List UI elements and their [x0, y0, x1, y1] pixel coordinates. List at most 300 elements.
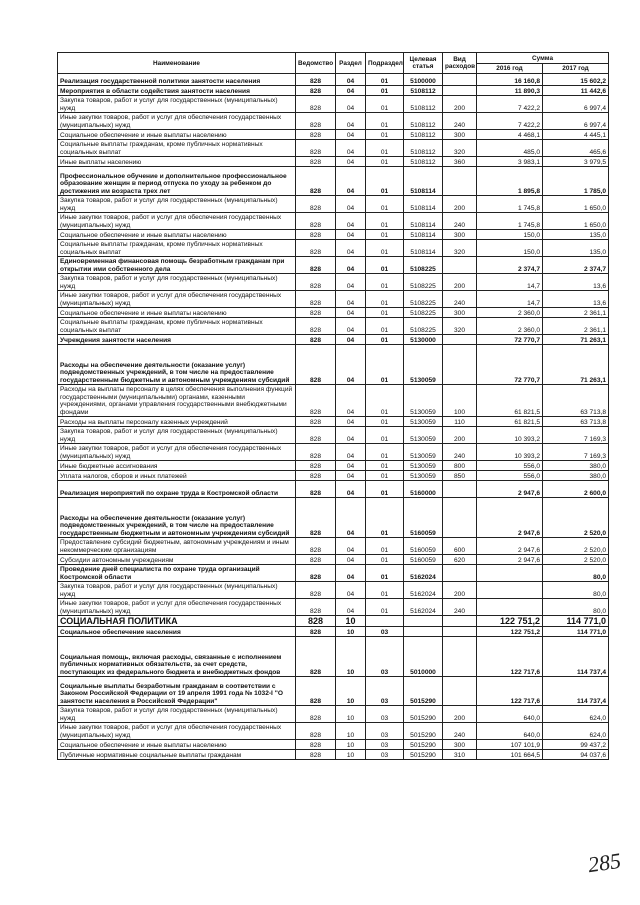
cell-sum-2017: 1 785,0 [543, 167, 609, 196]
cell-subsection: 01 [366, 385, 404, 417]
cell-subsection: 01 [366, 565, 404, 582]
cell-type [443, 616, 477, 627]
table-row [58, 417, 609, 427]
cell-dept: 828 [296, 385, 336, 417]
cell-dept: 828 [296, 481, 336, 498]
table-row [58, 74, 609, 86]
cell-name: Социальное обеспечение и иные выплаты населению [58, 740, 296, 750]
cell-type: 240 [443, 213, 477, 230]
cell-sum-2016: 10 393,2 [477, 444, 543, 461]
cell-name: Социальное обеспечение населения [58, 627, 296, 637]
cell-type: 320 [443, 240, 477, 257]
cell-type: 600 [443, 538, 477, 555]
cell-sum-2016: 107 101,9 [477, 740, 543, 750]
table-row [58, 740, 609, 750]
cell-article: 5108112 [404, 96, 443, 113]
cell-article [404, 627, 443, 637]
cell-name: Реализация государственной политики занятости населения [58, 74, 296, 86]
cell-type: 300 [443, 230, 477, 240]
cell-type [443, 637, 477, 677]
cell-sum-2016: 2 374,7 [477, 257, 543, 274]
cell-dept: 828 [296, 637, 336, 677]
cell-section: 04 [336, 167, 366, 196]
cell-section: 10 [336, 677, 366, 706]
cell-dept: 828 [296, 471, 336, 481]
cell-sum-2017: 465,6 [543, 140, 609, 157]
cell-subsection [366, 616, 404, 627]
cell-subsection: 01 [366, 167, 404, 196]
cell-sum-2016: 2 360,0 [477, 308, 543, 318]
cell-subsection: 01 [366, 538, 404, 555]
table-body [58, 74, 609, 760]
header-name: Наименование [58, 53, 296, 74]
cell-article [404, 616, 443, 627]
cell-type [443, 498, 477, 538]
cell-name: Иные выплаты населению [58, 157, 296, 167]
cell-sum-2017: 2 520,0 [543, 538, 609, 555]
cell-sum-2017: 80,0 [543, 582, 609, 599]
cell-dept: 828 [296, 157, 336, 167]
cell-sum-2016: 7 422,2 [477, 113, 543, 130]
cell-subsection: 01 [366, 427, 404, 444]
cell-sum-2016: 122 751,2 [477, 616, 543, 627]
cell-type: 360 [443, 157, 477, 167]
cell-dept: 828 [296, 444, 336, 461]
cell-sum-2016: 72 770,7 [477, 335, 543, 345]
cell-subsection: 01 [366, 345, 404, 385]
cell-subsection: 01 [366, 555, 404, 565]
cell-subsection: 01 [366, 130, 404, 140]
cell-name: Расходы на обеспечение деятельности (оказание услуг) подведомственных учреждений, в том числе на предоставление государственным бюджетным и автономным учреждениям субсидий [58, 498, 296, 538]
budget-table [57, 52, 609, 760]
cell-dept: 828 [296, 113, 336, 130]
table-row [58, 196, 609, 213]
cell-sum-2016: 485,0 [477, 140, 543, 157]
table-row [58, 627, 609, 637]
table-row [58, 230, 609, 240]
table-row [58, 113, 609, 130]
cell-type: 300 [443, 740, 477, 750]
cell-dept: 828 [296, 555, 336, 565]
table-row [58, 750, 609, 760]
cell-name: Иные закупки товаров, работ и услуг для обеспечения государственных (муниципальных) нужд [58, 599, 296, 616]
cell-dept: 828 [296, 335, 336, 345]
cell-dept: 828 [296, 240, 336, 257]
table-row [58, 555, 609, 565]
cell-dept: 828 [296, 140, 336, 157]
cell-article: 5108114 [404, 213, 443, 230]
cell-article: 5100000 [404, 74, 443, 86]
table-row [58, 723, 609, 740]
cell-sum-2016: 2 947,6 [477, 498, 543, 538]
cell-dept: 828 [296, 582, 336, 599]
cell-sum-2017: 15 602,2 [543, 74, 609, 86]
cell-sum-2017: 13,6 [543, 274, 609, 291]
cell-name: Социальные выплаты гражданам, кроме публичных нормативных социальных выплат [58, 240, 296, 257]
cell-name: Проведение дней специалиста по охране труда организаций Костромской области [58, 565, 296, 582]
cell-sum-2017: 7 169,3 [543, 444, 609, 461]
cell-article: 5108112 [404, 140, 443, 157]
cell-sum-2017: 114 737,4 [543, 677, 609, 706]
cell-sum-2016: 14,7 [477, 291, 543, 308]
cell-name: Профессиональное обучение и дополнительное профессиональное образование женщин в период отпуска по уходу за ребенком до достижения им возраста трех лет [58, 167, 296, 196]
cell-dept: 828 [296, 318, 336, 335]
cell-sum-2017: 114 737,4 [543, 637, 609, 677]
cell-name: Закупка товаров, работ и услуг для государственных (муниципальных) нужд [58, 96, 296, 113]
cell-subsection: 01 [366, 113, 404, 130]
table-row [58, 616, 609, 627]
table-row [58, 318, 609, 335]
cell-dept: 828 [296, 740, 336, 750]
cell-section: 04 [336, 417, 366, 427]
cell-dept: 828 [296, 130, 336, 140]
cell-section: 10 [336, 616, 366, 627]
cell-dept: 828 [296, 538, 336, 555]
cell-name: Расходы на выплаты персоналу казенных учреждений [58, 417, 296, 427]
table-row [58, 444, 609, 461]
cell-article: 5160059 [404, 555, 443, 565]
cell-sum-2017: 80,0 [543, 565, 609, 582]
cell-article: 5130000 [404, 335, 443, 345]
cell-subsection: 03 [366, 706, 404, 723]
cell-section: 04 [336, 96, 366, 113]
table-header [58, 53, 609, 74]
cell-name: Социальное обеспечение и иные выплаты населению [58, 308, 296, 318]
cell-type [443, 627, 477, 637]
cell-dept: 828 [296, 196, 336, 213]
cell-sum-2017: 4 445,1 [543, 130, 609, 140]
cell-name: Социальное обеспечение и иные выплаты населению [58, 230, 296, 240]
cell-sum-2016 [477, 565, 543, 582]
cell-name: Публичные нормативные социальные выплаты гражданам [58, 750, 296, 760]
cell-article: 5160000 [404, 481, 443, 498]
handwritten-page-number: 285 [586, 847, 623, 878]
cell-dept: 828 [296, 565, 336, 582]
cell-section: 04 [336, 308, 366, 318]
cell-article: 5130059 [404, 427, 443, 444]
cell-type [443, 74, 477, 86]
cell-sum-2016 [477, 599, 543, 616]
cell-name: Мероприятия в области содействия занятости населения [58, 86, 296, 96]
cell-sum-2017: 624,0 [543, 706, 609, 723]
cell-type: 320 [443, 140, 477, 157]
cell-subsection: 01 [366, 498, 404, 538]
cell-section: 10 [336, 706, 366, 723]
cell-name: Иные бюджетные ассигнования [58, 461, 296, 471]
cell-section: 04 [336, 86, 366, 96]
cell-sum-2016: 72 770,7 [477, 345, 543, 385]
cell-sum-2017: 80,0 [543, 599, 609, 616]
cell-name: Закупка товаров, работ и услуг для государственных (муниципальных) нужд [58, 582, 296, 599]
cell-name: Иные закупки товаров, работ и услуг для обеспечения государственных (муниципальных) нужд [58, 723, 296, 740]
cell-section: 04 [336, 291, 366, 308]
cell-section: 04 [336, 444, 366, 461]
cell-subsection: 01 [366, 308, 404, 318]
cell-sum-2017: 2 520,0 [543, 555, 609, 565]
cell-subsection: 01 [366, 318, 404, 335]
cell-section: 10 [336, 750, 366, 760]
cell-name: Социальные выплаты гражданам, кроме публичных нормативных социальных выплат [58, 318, 296, 335]
table-row [58, 385, 609, 417]
cell-dept: 828 [296, 291, 336, 308]
cell-sum-2017: 11 442,6 [543, 86, 609, 96]
cell-dept: 828 [296, 461, 336, 471]
cell-subsection: 01 [366, 335, 404, 345]
cell-sum-2016: 122 717,6 [477, 637, 543, 677]
cell-section: 04 [336, 240, 366, 257]
table-row [58, 240, 609, 257]
cell-type: 200 [443, 427, 477, 444]
cell-name: Закупка товаров, работ и услуг для государственных (муниципальных) нужд [58, 196, 296, 213]
cell-type [443, 481, 477, 498]
cell-type [443, 335, 477, 345]
cell-sum-2016: 1 745,8 [477, 213, 543, 230]
cell-subsection: 03 [366, 723, 404, 740]
cell-type [443, 167, 477, 196]
header-sum: Сумма [477, 53, 609, 64]
table-row [58, 167, 609, 196]
cell-sum-2017: 2 374,7 [543, 257, 609, 274]
cell-sum-2016: 10 393,2 [477, 427, 543, 444]
cell-type: 300 [443, 130, 477, 140]
cell-section: 10 [336, 637, 366, 677]
cell-article: 5108225 [404, 318, 443, 335]
cell-article: 5130059 [404, 345, 443, 385]
cell-name: Социальное обеспечение и иные выплаты населению [58, 130, 296, 140]
table-row [58, 345, 609, 385]
cell-sum-2017: 71 263,1 [543, 335, 609, 345]
cell-dept: 828 [296, 213, 336, 230]
cell-section: 04 [336, 130, 366, 140]
cell-type: 240 [443, 723, 477, 740]
cell-name: Учреждения занятости населения [58, 335, 296, 345]
cell-section: 04 [336, 230, 366, 240]
cell-dept: 828 [296, 616, 336, 627]
cell-name: Расходы на обеспечение деятельности (оказание услуг) подведомственных учреждений, в том числе на предоставление государственным бюджетным и автономным учреждениям субсидий [58, 345, 296, 385]
table-row [58, 498, 609, 538]
cell-section: 04 [336, 481, 366, 498]
cell-name: Уплата налогов, сборов и иных платежей [58, 471, 296, 481]
cell-dept: 828 [296, 74, 336, 86]
table-row [58, 637, 609, 677]
cell-dept: 828 [296, 230, 336, 240]
cell-dept: 828 [296, 599, 336, 616]
cell-sum-2017: 6 997,4 [543, 113, 609, 130]
cell-article: 5108225 [404, 308, 443, 318]
cell-subsection: 01 [366, 481, 404, 498]
cell-dept: 828 [296, 723, 336, 740]
cell-article: 5015290 [404, 723, 443, 740]
cell-article: 5015290 [404, 706, 443, 723]
cell-sum-2017: 71 263,1 [543, 345, 609, 385]
table-row [58, 157, 609, 167]
cell-sum-2017: 13,6 [543, 291, 609, 308]
cell-sum-2016: 150,0 [477, 240, 543, 257]
cell-section: 04 [336, 582, 366, 599]
cell-sum-2016: 16 160,8 [477, 74, 543, 86]
cell-sum-2016: 122 751,2 [477, 627, 543, 637]
table-row [58, 96, 609, 113]
table-row [58, 140, 609, 157]
cell-section: 04 [336, 74, 366, 86]
cell-dept: 828 [296, 345, 336, 385]
cell-dept: 828 [296, 308, 336, 318]
table-row [58, 130, 609, 140]
cell-article: 5015290 [404, 750, 443, 760]
cell-name: Социальные выплаты гражданам, кроме публичных нормативных социальных выплат [58, 140, 296, 157]
cell-subsection: 01 [366, 240, 404, 257]
cell-sum-2016: 640,0 [477, 706, 543, 723]
cell-article: 5010000 [404, 637, 443, 677]
cell-sum-2016: 640,0 [477, 723, 543, 740]
cell-sum-2017: 380,0 [543, 461, 609, 471]
cell-subsection: 01 [366, 599, 404, 616]
cell-type: 100 [443, 385, 477, 417]
cell-type: 240 [443, 113, 477, 130]
table-row [58, 706, 609, 723]
table-row [58, 86, 609, 96]
cell-article: 5108112 [404, 157, 443, 167]
cell-sum-2016: 2 947,6 [477, 481, 543, 498]
cell-section: 04 [336, 157, 366, 167]
table-row [58, 565, 609, 582]
cell-dept: 828 [296, 427, 336, 444]
table-row [58, 461, 609, 471]
cell-sum-2017: 135,0 [543, 240, 609, 257]
header-subsection: Подраздел [366, 53, 404, 74]
table-row [58, 599, 609, 616]
cell-dept: 828 [296, 417, 336, 427]
cell-sum-2017: 2 361,1 [543, 318, 609, 335]
cell-article: 5108114 [404, 167, 443, 196]
cell-type: 300 [443, 308, 477, 318]
cell-sum-2016: 2 360,0 [477, 318, 543, 335]
cell-section: 04 [336, 471, 366, 481]
cell-subsection: 03 [366, 740, 404, 750]
cell-sum-2017: 7 169,3 [543, 427, 609, 444]
cell-subsection: 01 [366, 417, 404, 427]
cell-dept: 828 [296, 498, 336, 538]
cell-subsection: 01 [366, 157, 404, 167]
cell-article: 5015290 [404, 740, 443, 750]
cell-subsection: 01 [366, 140, 404, 157]
cell-sum-2016: 61 821,5 [477, 417, 543, 427]
table-row [58, 308, 609, 318]
header-article: Целевая статья [404, 53, 443, 74]
cell-section: 04 [336, 555, 366, 565]
cell-name: Социальные выплаты безработным гражданам в соответствии с Законом Российской Федерации от 19 апреля 1991 года № 1032-I "О занятости населения в Российской Федерации" [58, 677, 296, 706]
cell-section: 04 [336, 113, 366, 130]
cell-name: Закупка товаров, работ и услуг для государственных (муниципальных) нужд [58, 706, 296, 723]
cell-article: 5108114 [404, 196, 443, 213]
cell-type [443, 677, 477, 706]
cell-article: 5108114 [404, 230, 443, 240]
cell-section: 04 [336, 385, 366, 417]
cell-sum-2017: 2 600,0 [543, 481, 609, 498]
table-row [58, 481, 609, 498]
cell-section: 04 [336, 140, 366, 157]
cell-subsection: 01 [366, 444, 404, 461]
cell-article: 5130059 [404, 385, 443, 417]
cell-subsection: 01 [366, 461, 404, 471]
cell-subsection: 03 [366, 750, 404, 760]
cell-sum-2016: 1 895,8 [477, 167, 543, 196]
cell-subsection: 01 [366, 74, 404, 86]
cell-name: Иные закупки товаров, работ и услуг для обеспечения государственных (муниципальных) нужд [58, 213, 296, 230]
cell-article: 5130059 [404, 461, 443, 471]
table-row [58, 274, 609, 291]
cell-article: 5162024 [404, 565, 443, 582]
cell-section: 04 [336, 345, 366, 385]
cell-name: Иные закупки товаров, работ и услуг для обеспечения государственных (муниципальных) нужд [58, 444, 296, 461]
cell-sum-2017: 380,0 [543, 471, 609, 481]
budget-sheet [57, 52, 608, 760]
cell-type: 200 [443, 96, 477, 113]
cell-article: 5130059 [404, 444, 443, 461]
cell-section: 10 [336, 723, 366, 740]
cell-subsection: 01 [366, 291, 404, 308]
cell-article: 5108225 [404, 274, 443, 291]
cell-article: 5162024 [404, 582, 443, 599]
cell-section: 04 [336, 427, 366, 444]
cell-subsection: 03 [366, 637, 404, 677]
cell-dept: 828 [296, 677, 336, 706]
header-section: Раздел [336, 53, 366, 74]
cell-subsection: 01 [366, 86, 404, 96]
cell-name: Закупка товаров, работ и услуг для государственных (муниципальных) нужд [58, 274, 296, 291]
cell-name: Единовременная финансовая помощь безработным гражданам при открытии ими собственного дела [58, 257, 296, 274]
cell-sum-2017: 94 037,6 [543, 750, 609, 760]
cell-section: 10 [336, 627, 366, 637]
cell-section: 04 [336, 565, 366, 582]
cell-article: 5108112 [404, 130, 443, 140]
cell-article: 5108114 [404, 240, 443, 257]
cell-type: 620 [443, 555, 477, 565]
cell-dept: 828 [296, 86, 336, 96]
table-row [58, 538, 609, 555]
cell-subsection: 01 [366, 471, 404, 481]
cell-article: 5162024 [404, 599, 443, 616]
cell-name: Социальная помощь, включая расходы, связанные с исполнением публичных нормативных обязательств, за счет средств, поступающих из федерального бюджета и внебюджетных фондов [58, 637, 296, 677]
cell-type [443, 257, 477, 274]
header-year-2016: 2016 год [477, 64, 543, 74]
cell-section: 04 [336, 318, 366, 335]
cell-sum-2017: 2 520,0 [543, 498, 609, 538]
cell-name: Иные закупки товаров, работ и услуг для обеспечения государственных (муниципальных) нужд [58, 113, 296, 130]
cell-sum-2016: 101 664,5 [477, 750, 543, 760]
cell-section: 04 [336, 274, 366, 291]
table-row [58, 291, 609, 308]
cell-article: 5130059 [404, 417, 443, 427]
cell-sum-2017: 99 437,2 [543, 740, 609, 750]
cell-subsection: 01 [366, 96, 404, 113]
cell-name: Предоставление субсидий бюджетным, автономным учреждениям и иным некоммерческим организациям [58, 538, 296, 555]
table-row [58, 213, 609, 230]
cell-sum-2016: 2 947,6 [477, 538, 543, 555]
cell-dept: 828 [296, 167, 336, 196]
cell-name: Реализация мероприятий по охране труда в Костромской области [58, 481, 296, 498]
cell-type: 240 [443, 291, 477, 308]
cell-name: Иные закупки товаров, работ и услуг для обеспечения государственных (муниципальных) нужд [58, 291, 296, 308]
cell-article: 5015290 [404, 677, 443, 706]
cell-sum-2016: 7 422,2 [477, 96, 543, 113]
cell-sum-2017: 114 771,0 [543, 627, 609, 637]
cell-sum-2017: 1 650,0 [543, 196, 609, 213]
header-year-2017: 2017 год [543, 64, 609, 74]
cell-sum-2016: 556,0 [477, 471, 543, 481]
cell-type: 200 [443, 274, 477, 291]
cell-sum-2017: 6 997,4 [543, 96, 609, 113]
